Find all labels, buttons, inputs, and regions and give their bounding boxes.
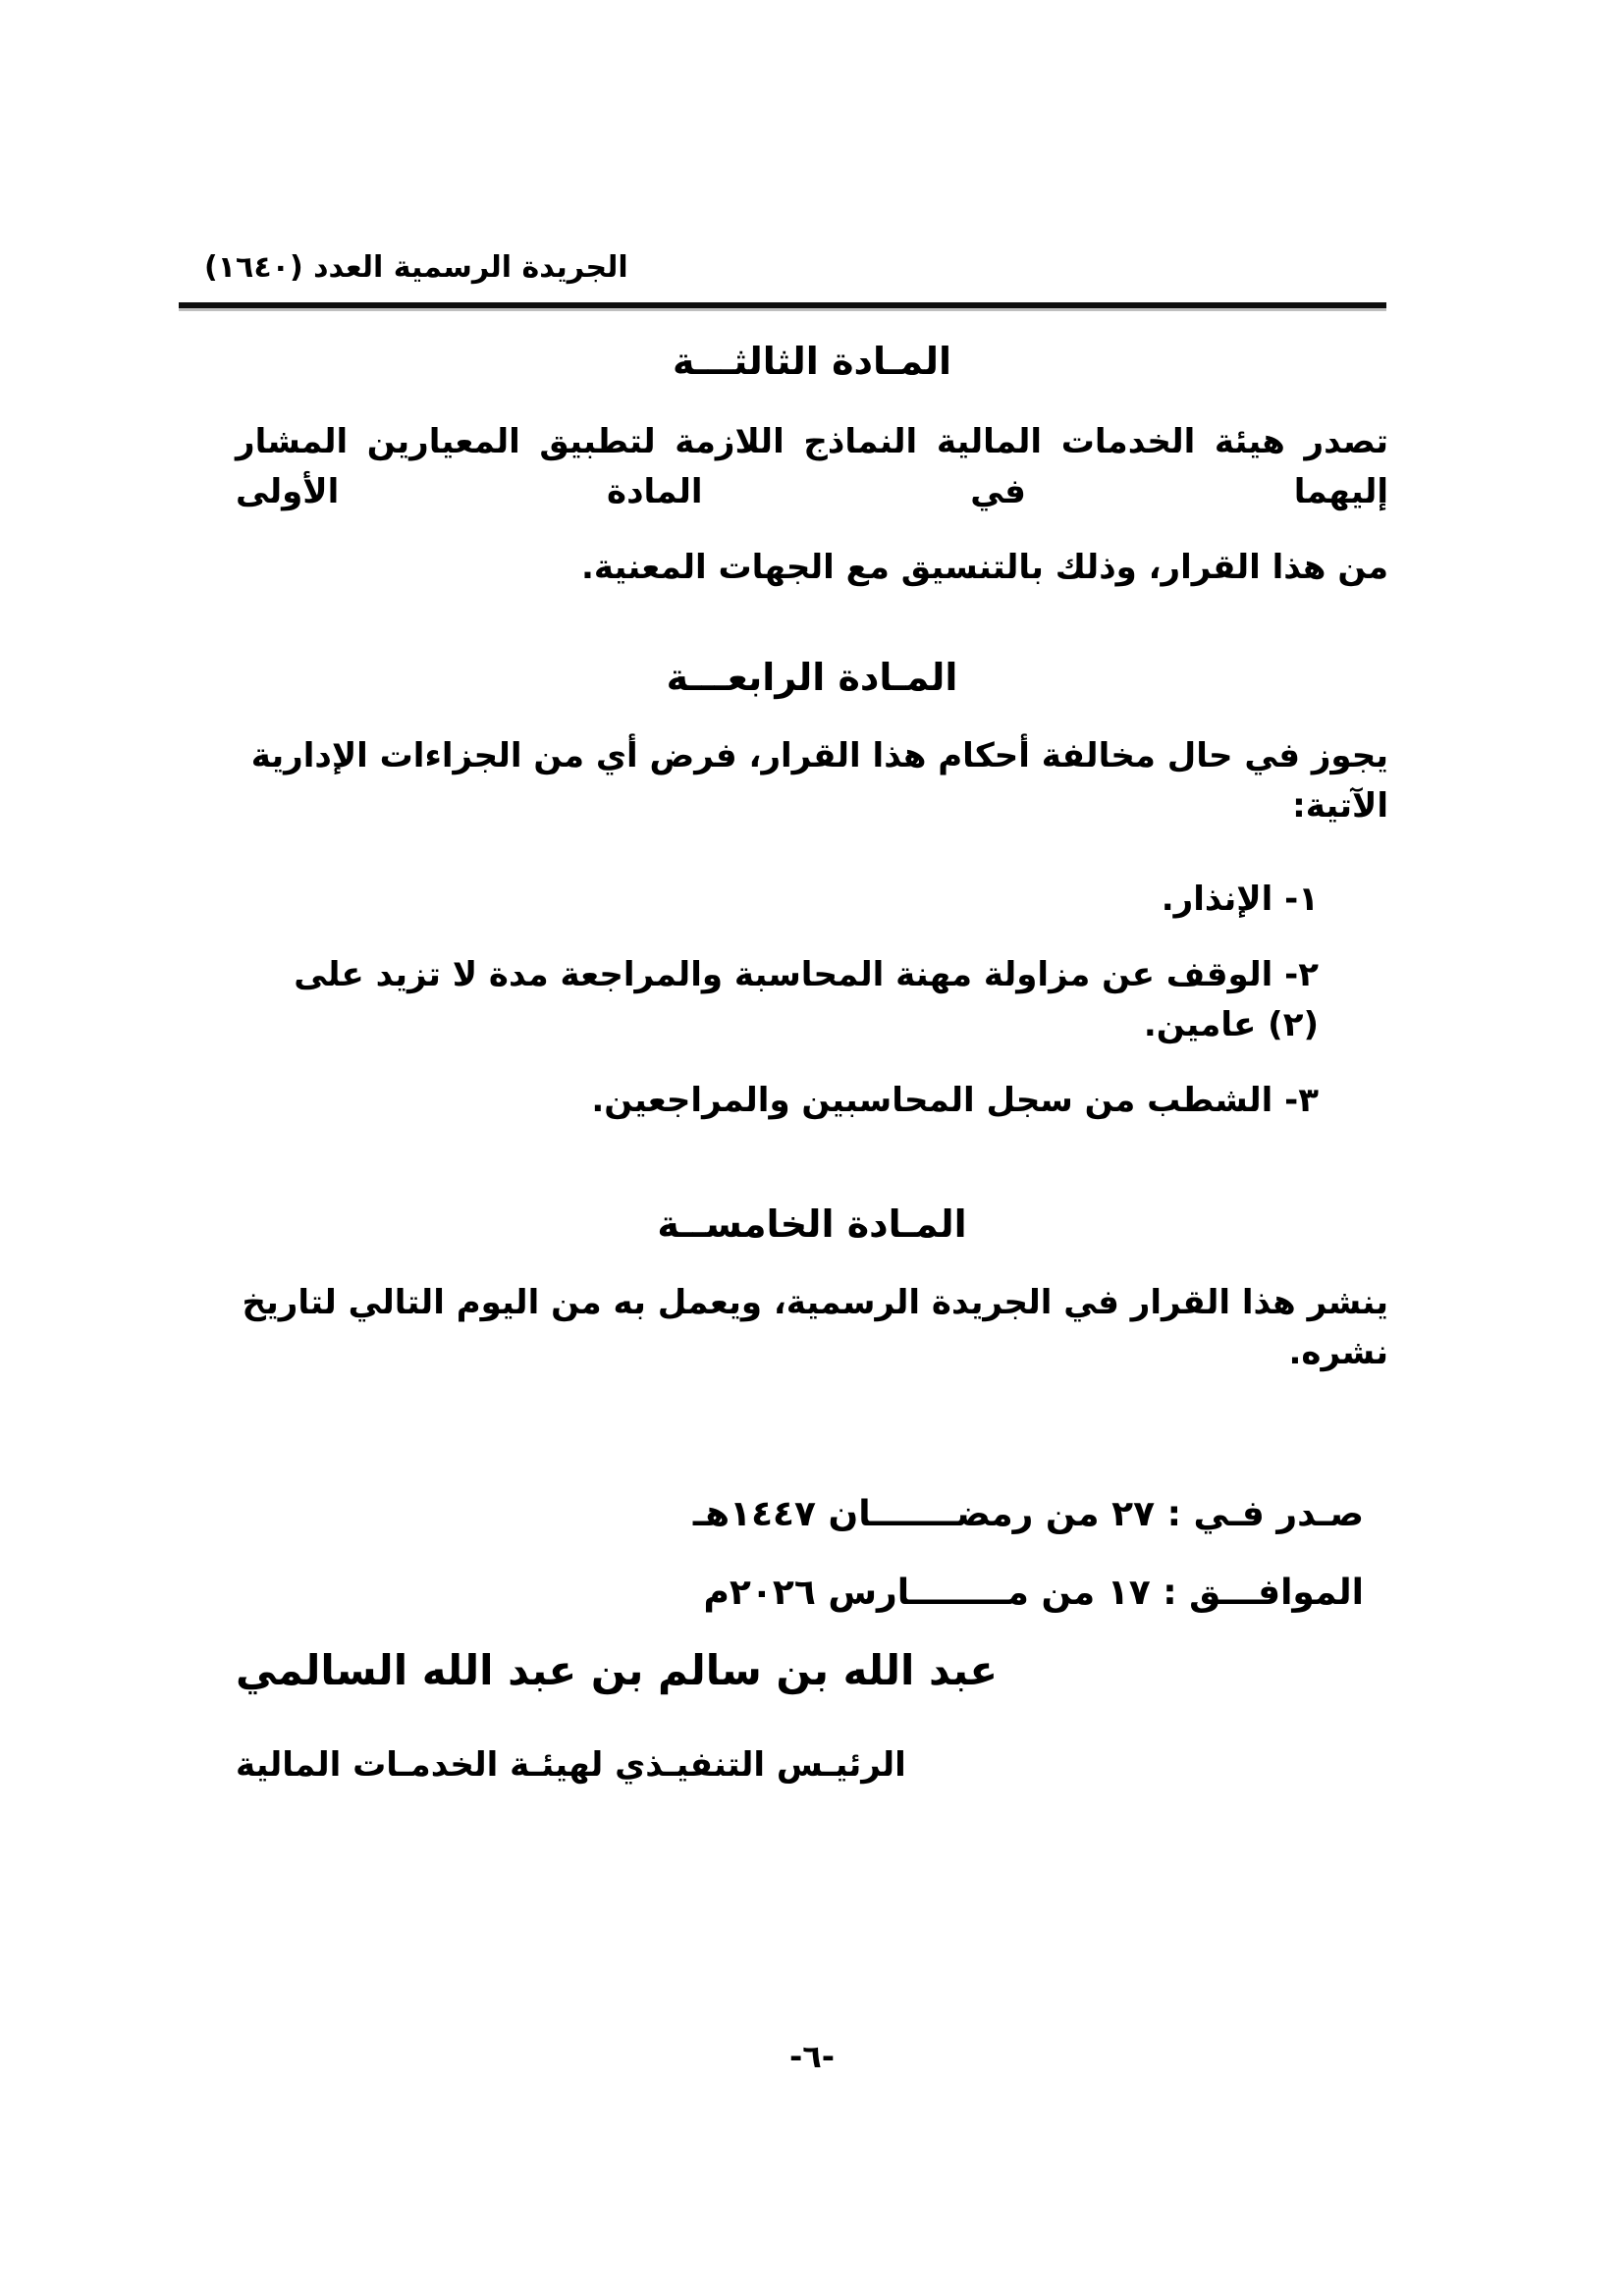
hijri-issue-date: صـدر فـي : ٢٧ من رمضـــــــان ١٤٤٧هـ — [692, 1494, 1364, 1534]
decree-body — [236, 326, 1388, 1790]
article-five-paragraph: ينشر هذا القرار في الجريدة الرسمية، ويعمل به من اليوم التالي لتاريخ نشره. — [242, 1283, 1388, 1372]
article-three-paragraph-line-2: من هذا القرار، وذلك بالتنسيق مع الجهات المعنية. — [580, 548, 1388, 587]
article-three-paragraph-line-1: تصدر هيئة الخدمات المالية النماذج اللازمة لتطبيق المعيارين المشار إليهما في المادة الأولى — [236, 422, 1388, 511]
gregorian-issue-date: الموافـــق : ١٧ من مــــــــارس ٢٠٢٦م — [703, 1573, 1364, 1613]
penalty-item-1: ١- الإنذار. — [1161, 880, 1319, 919]
signature-block — [236, 1639, 1388, 1790]
signatory-name: عبد الله بن سالم بن عبد الله السالمي — [236, 1646, 999, 1694]
issuance-dates — [236, 1488, 1388, 1620]
header-rule — [179, 302, 1386, 308]
article-four-intro: يجوز في حال مخالفة أحكام هذا القرار، فرض أي من الجزاءات الإدارية الآتية: — [250, 736, 1388, 826]
gazette-issue-line: الجريدة الرسمية العدد (١٦٤٠) — [204, 250, 628, 285]
article-four-heading: المـادة الرابعـــة — [666, 656, 958, 699]
article-three-heading: المـادة الثالثـــة — [672, 340, 952, 383]
article-five-heading: المـادة الخامســة — [657, 1202, 967, 1246]
page-number: -٦- — [788, 2038, 836, 2075]
signatory-title: الرئيـس التنفيـذي لهيئـة الخدمـات المالية — [236, 1745, 906, 1785]
penalty-item-2: ٢- الوقف عن مزاولة مهنة المحاسبة والمراجعة مدة لا تزيد على (٢) عامين. — [294, 955, 1319, 1044]
penalty-item-3: ٣- الشطب من سجل المحاسبين والمراجعين. — [591, 1081, 1319, 1120]
